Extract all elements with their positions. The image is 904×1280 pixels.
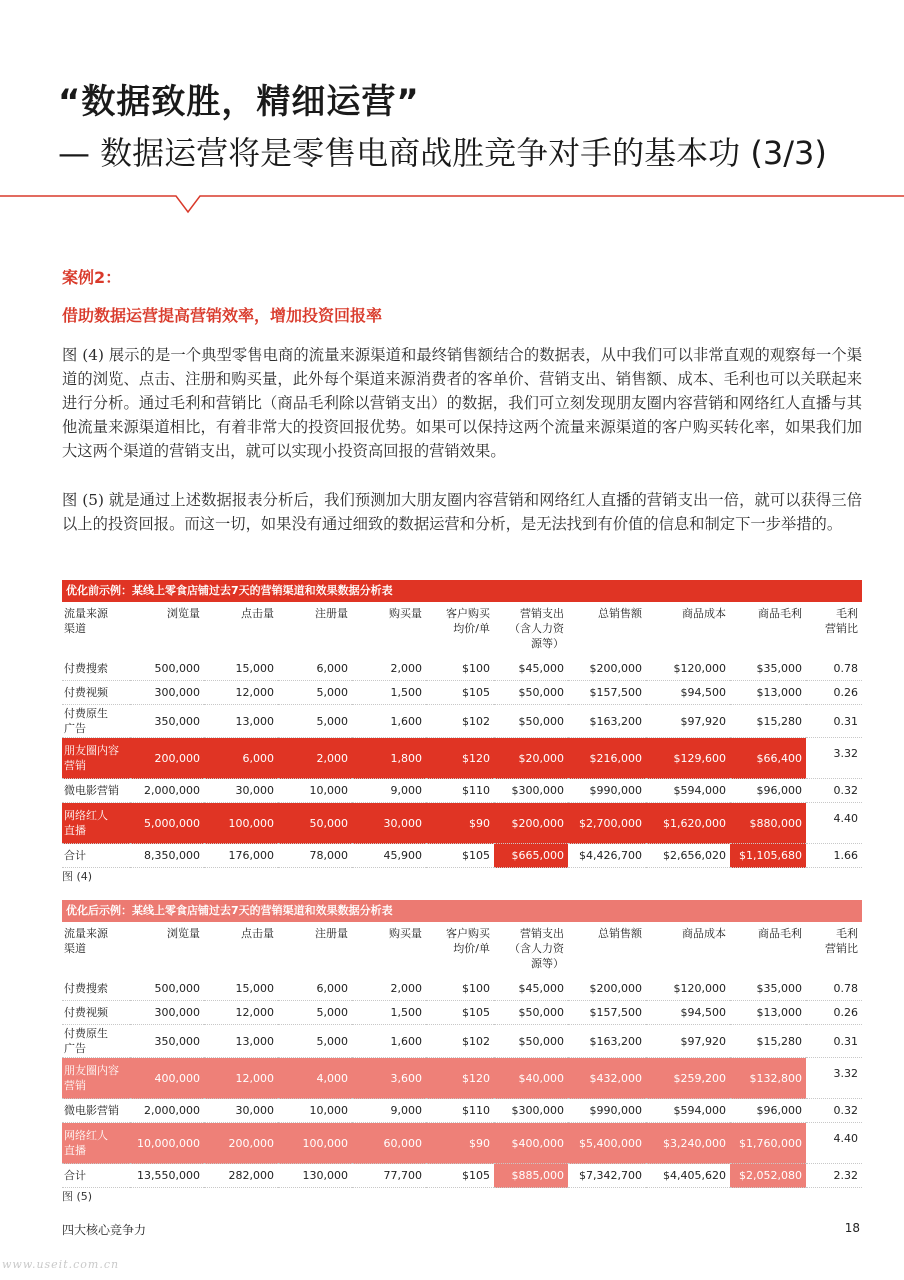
table-cell: $2,656,020 xyxy=(646,844,730,868)
table-cell: $4,405,620 xyxy=(646,1164,730,1188)
table-cell: 5,000 xyxy=(278,1001,352,1025)
table-cell: $594,000 xyxy=(646,779,730,803)
table-cell: $200,000 xyxy=(568,657,646,681)
table-cell: 5,000 xyxy=(278,1025,352,1058)
table-cell: 15,000 xyxy=(204,657,278,681)
table-cell: 1.66 xyxy=(806,844,862,868)
table-cell: 3.32 xyxy=(806,738,862,779)
table-cell: $45,000 xyxy=(494,657,568,681)
table-cell: $110 xyxy=(426,1099,494,1123)
table-cell: $7,342,700 xyxy=(568,1164,646,1188)
row-label-cell: 微电影营销 xyxy=(62,779,130,803)
table-cell: $2,700,000 xyxy=(568,803,646,844)
body-paragraph-1: 图 (4) 展示的是一个典型零售电商的流量来源渠道和最终销售额结合的数据表，从中我们可以非常直观的观察每一个渠道的浏览、点击、注册和购买量，此外每个渠道来源消费者的客单价、营销支出、销售额、成本、毛利也可以关联起来进行分析。通过毛利和营销比（商品毛利除以营销支出）的数据，我们可立刻发现朋友圈内容营销和网络红人直播与其他流量来源渠道相比，有着非常大的投资回报优势。如果可以保持这两个流量来源渠道的客户购买转化率，如果我们加大这两个渠道的营销支出，就可以实现小投资高回报的营销效果。 xyxy=(62,346,862,460)
row-label-cell: 付费视频 xyxy=(62,681,130,705)
table-title: 优化后示例：某线上零食店铺过去7天的营销渠道和效果数据分析表 xyxy=(62,900,862,922)
table-cell: $40,000 xyxy=(494,1058,568,1099)
table-cell: $97,920 xyxy=(646,705,730,738)
column-header: 客户购买 均价/单 xyxy=(446,607,490,635)
table-cell: $102 xyxy=(426,705,494,738)
table-cell: 12,000 xyxy=(204,1001,278,1025)
table-cell: $300,000 xyxy=(494,779,568,803)
table-cell: 282,000 xyxy=(204,1164,278,1188)
column-header: 购买量 xyxy=(389,607,422,620)
table-cell: 1,800 xyxy=(352,738,426,779)
column-header: 商品毛利 xyxy=(758,927,802,940)
column-header: 浏览量 xyxy=(167,607,200,620)
table-cell: $100 xyxy=(426,657,494,681)
table-cell: 0.78 xyxy=(806,977,862,1001)
table-cell: 350,000 xyxy=(130,705,204,738)
row-label-cell: 付费搜索 xyxy=(62,657,130,681)
table-cell: 5,000,000 xyxy=(130,803,204,844)
total-row xyxy=(62,1164,862,1188)
table-cell: 350,000 xyxy=(130,1025,204,1058)
table-title: 优化前示例：某线上零食店铺过去7天的营销渠道和效果数据分析表 xyxy=(62,580,862,602)
table-cell: 3.32 xyxy=(806,1058,862,1099)
table-cell: 30,000 xyxy=(204,779,278,803)
table-cell: 1,600 xyxy=(352,1025,426,1058)
table-cell: 100,000 xyxy=(278,1123,352,1164)
table-cell: $990,000 xyxy=(568,779,646,803)
table-cell: 400,000 xyxy=(130,1058,204,1099)
table-cell: 60,000 xyxy=(352,1123,426,1164)
row-label-cell: 付费原生 广告 xyxy=(62,705,130,738)
table-cell: 78,000 xyxy=(278,844,352,868)
table-row xyxy=(62,738,862,779)
column-header: 商品成本 xyxy=(682,607,726,620)
table-cell: 77,700 xyxy=(352,1164,426,1188)
table-cell: $96,000 xyxy=(730,1099,806,1123)
table-cell: $105 xyxy=(426,1001,494,1025)
table-cell: $665,000 xyxy=(494,844,568,868)
row-label-cell: 合计 xyxy=(62,1164,130,1188)
table-cell: 100,000 xyxy=(204,803,278,844)
table-cell: $50,000 xyxy=(494,1001,568,1025)
table-cell: $1,105,680 xyxy=(730,844,806,868)
table-cell: 4,000 xyxy=(278,1058,352,1099)
row-label-cell: 网络红人 直播 xyxy=(62,1123,130,1164)
table-header-row xyxy=(62,922,862,977)
table-cell: $20,000 xyxy=(494,738,568,779)
table-cell: $4,426,700 xyxy=(568,844,646,868)
total-row xyxy=(62,844,862,868)
table-cell: $94,500 xyxy=(646,1001,730,1025)
table-cell: 2,000 xyxy=(278,738,352,779)
column-header: 总销售额 xyxy=(598,927,642,940)
table-row xyxy=(62,657,862,681)
table-cell: 10,000 xyxy=(278,1099,352,1123)
table-cell: 45,900 xyxy=(352,844,426,868)
column-header: 毛利 营销比 xyxy=(825,607,858,635)
page-title: “数据致胜，精细运营” xyxy=(58,82,420,122)
table-cell: $5,400,000 xyxy=(568,1123,646,1164)
table-cell: 176,000 xyxy=(204,844,278,868)
table-row xyxy=(62,1001,862,1025)
table-cell: $157,500 xyxy=(568,681,646,705)
table-after-optimization xyxy=(62,900,862,1188)
table-cell: 30,000 xyxy=(204,1099,278,1123)
table-cell: $259,200 xyxy=(646,1058,730,1099)
table-cell: 0.26 xyxy=(806,1001,862,1025)
table-row xyxy=(62,1123,862,1164)
table-cell: $66,400 xyxy=(730,738,806,779)
table-cell: 3,600 xyxy=(352,1058,426,1099)
table-row xyxy=(62,1025,862,1058)
table-cell: $120 xyxy=(426,738,494,779)
table-cell: 9,000 xyxy=(352,1099,426,1123)
table-cell: $120,000 xyxy=(646,977,730,1001)
table-cell: $105 xyxy=(426,844,494,868)
table-cell: $120 xyxy=(426,1058,494,1099)
column-header: 注册量 xyxy=(315,927,348,940)
table-cell: $50,000 xyxy=(494,705,568,738)
table-cell: 30,000 xyxy=(352,803,426,844)
table-cell: $90 xyxy=(426,803,494,844)
table-cell: $1,760,000 xyxy=(730,1123,806,1164)
row-label-cell: 网络红人 直播 xyxy=(62,803,130,844)
table-cell: 9,000 xyxy=(352,779,426,803)
table-cell: $35,000 xyxy=(730,977,806,1001)
table-cell: $110 xyxy=(426,779,494,803)
column-header: 商品成本 xyxy=(682,927,726,940)
row-label-cell: 微电影营销 xyxy=(62,1099,130,1123)
table-cell: 500,000 xyxy=(130,657,204,681)
column-header: 购买量 xyxy=(389,927,422,940)
table-cell: 500,000 xyxy=(130,977,204,1001)
column-header: 点击量 xyxy=(241,607,274,620)
table-cell: 1,500 xyxy=(352,681,426,705)
table-cell: 2.32 xyxy=(806,1164,862,1188)
table-cell: 6,000 xyxy=(278,977,352,1001)
table-header-row xyxy=(62,602,862,657)
table-cell: $885,000 xyxy=(494,1164,568,1188)
table-cell: $129,600 xyxy=(646,738,730,779)
table-cell: 6,000 xyxy=(204,738,278,779)
table-cell: $35,000 xyxy=(730,657,806,681)
footer-section-title: 四大核心竞争力 xyxy=(62,1223,147,1237)
column-header: 营销支出 （含人力资 源等） xyxy=(509,607,564,650)
figure-label: 图 (5) xyxy=(62,1190,93,1203)
column-header: 注册量 xyxy=(315,607,348,620)
column-header: 客户购买 均价/单 xyxy=(446,927,490,955)
table-cell: 5,000 xyxy=(278,681,352,705)
row-label-cell: 付费搜索 xyxy=(62,977,130,1001)
table-cell: 4.40 xyxy=(806,803,862,844)
table-cell: 10,000,000 xyxy=(130,1123,204,1164)
table-cell: $432,000 xyxy=(568,1058,646,1099)
table-cell: 13,550,000 xyxy=(130,1164,204,1188)
table-cell: 200,000 xyxy=(204,1123,278,1164)
table-before-optimization xyxy=(62,580,862,868)
table-cell: $2,052,080 xyxy=(730,1164,806,1188)
table-cell: $15,280 xyxy=(730,1025,806,1058)
table-cell: $157,500 xyxy=(568,1001,646,1025)
table-cell: $50,000 xyxy=(494,681,568,705)
table-cell: $132,800 xyxy=(730,1058,806,1099)
data-table xyxy=(62,922,862,1188)
table-cell: 0.26 xyxy=(806,681,862,705)
column-header: 流量来源 渠道 xyxy=(64,927,108,955)
table-cell: 13,000 xyxy=(204,705,278,738)
table-cell: 300,000 xyxy=(130,1001,204,1025)
table-cell: $594,000 xyxy=(646,1099,730,1123)
row-label-cell: 朋友圈内容 营销 xyxy=(62,1058,130,1099)
table-cell: $200,000 xyxy=(494,803,568,844)
table-cell: $50,000 xyxy=(494,1025,568,1058)
table-cell: $120,000 xyxy=(646,657,730,681)
table-row xyxy=(62,681,862,705)
table-cell: $163,200 xyxy=(568,705,646,738)
table-cell: $100 xyxy=(426,977,494,1001)
table-row xyxy=(62,803,862,844)
table-cell: $102 xyxy=(426,1025,494,1058)
table-cell: 13,000 xyxy=(204,1025,278,1058)
table-cell: 0.31 xyxy=(806,705,862,738)
table-cell: $3,240,000 xyxy=(646,1123,730,1164)
table-cell: 200,000 xyxy=(130,738,204,779)
column-header: 营销支出 （含人力资 源等） xyxy=(509,927,564,970)
case-label: 案例2： xyxy=(62,268,122,287)
table-cell: 1,600 xyxy=(352,705,426,738)
table-cell: $990,000 xyxy=(568,1099,646,1123)
table-cell: 2,000 xyxy=(352,977,426,1001)
table-row xyxy=(62,705,862,738)
table-cell: $1,620,000 xyxy=(646,803,730,844)
table-cell: 15,000 xyxy=(204,977,278,1001)
table-cell: $105 xyxy=(426,681,494,705)
table-cell: 2,000,000 xyxy=(130,779,204,803)
row-label-cell: 朋友圈内容 营销 xyxy=(62,738,130,779)
table-cell: 0.32 xyxy=(806,1099,862,1123)
column-header: 商品毛利 xyxy=(758,607,802,620)
table-cell: $163,200 xyxy=(568,1025,646,1058)
table-cell: 5,000 xyxy=(278,705,352,738)
column-header: 流量来源 渠道 xyxy=(64,607,108,635)
table-cell: 300,000 xyxy=(130,681,204,705)
table-cell: 12,000 xyxy=(204,1058,278,1099)
table-cell: $216,000 xyxy=(568,738,646,779)
section-subheading: 借助数据运营提高营销效率，增加投资回报率 xyxy=(62,306,383,325)
table-cell: $400,000 xyxy=(494,1123,568,1164)
body-paragraph-2: 图 (5) 就是通过上述数据报表分析后，我们预测加大朋友圈内容营销和网络红人直播的营销支出一倍，就可以获得三倍以上的投资回报。而这一切，如果没有通过细致的数据运营和分析，是无法找到有价值的信息和制定下一步举措的。 xyxy=(62,491,862,533)
table-row xyxy=(62,977,862,1001)
table-cell: 12,000 xyxy=(204,681,278,705)
row-label-cell: 合计 xyxy=(62,844,130,868)
table-cell: $94,500 xyxy=(646,681,730,705)
table-cell: 2,000,000 xyxy=(130,1099,204,1123)
table-cell: $300,000 xyxy=(494,1099,568,1123)
row-label-cell: 付费视频 xyxy=(62,1001,130,1025)
table-cell: 8,350,000 xyxy=(130,844,204,868)
table-row xyxy=(62,1058,862,1099)
table-cell: $15,280 xyxy=(730,705,806,738)
header-divider xyxy=(0,192,904,216)
table-cell: 6,000 xyxy=(278,657,352,681)
table-cell: $880,000 xyxy=(730,803,806,844)
data-table xyxy=(62,602,862,868)
table-cell: $96,000 xyxy=(730,779,806,803)
watermark: www.useit.com.cn xyxy=(2,1258,120,1271)
table-cell: 1,500 xyxy=(352,1001,426,1025)
table-cell: $45,000 xyxy=(494,977,568,1001)
table-cell: $13,000 xyxy=(730,1001,806,1025)
table-row xyxy=(62,1099,862,1123)
table-cell: 0.32 xyxy=(806,779,862,803)
column-header: 毛利 营销比 xyxy=(825,927,858,955)
column-header: 总销售额 xyxy=(598,607,642,620)
table-cell: 0.31 xyxy=(806,1025,862,1058)
table-cell: 50,000 xyxy=(278,803,352,844)
table-cell: $105 xyxy=(426,1164,494,1188)
row-label-cell: 付费原生 广告 xyxy=(62,1025,130,1058)
column-header: 浏览量 xyxy=(167,927,200,940)
table-cell: 4.40 xyxy=(806,1123,862,1164)
table-cell: $13,000 xyxy=(730,681,806,705)
table-cell: 2,000 xyxy=(352,657,426,681)
table-cell: 0.78 xyxy=(806,657,862,681)
figure-label: 图 (4) xyxy=(62,870,93,883)
table-cell: 10,000 xyxy=(278,779,352,803)
table-cell: 130,000 xyxy=(278,1164,352,1188)
table-cell: $97,920 xyxy=(646,1025,730,1058)
table-cell: $90 xyxy=(426,1123,494,1164)
page-number: 18 xyxy=(844,1221,860,1235)
page-subtitle: — 数据运营将是零售电商战胜竞争对手的基本功 (3/3) xyxy=(58,134,827,172)
column-header: 点击量 xyxy=(241,927,274,940)
table-row xyxy=(62,779,862,803)
table-cell: $200,000 xyxy=(568,977,646,1001)
